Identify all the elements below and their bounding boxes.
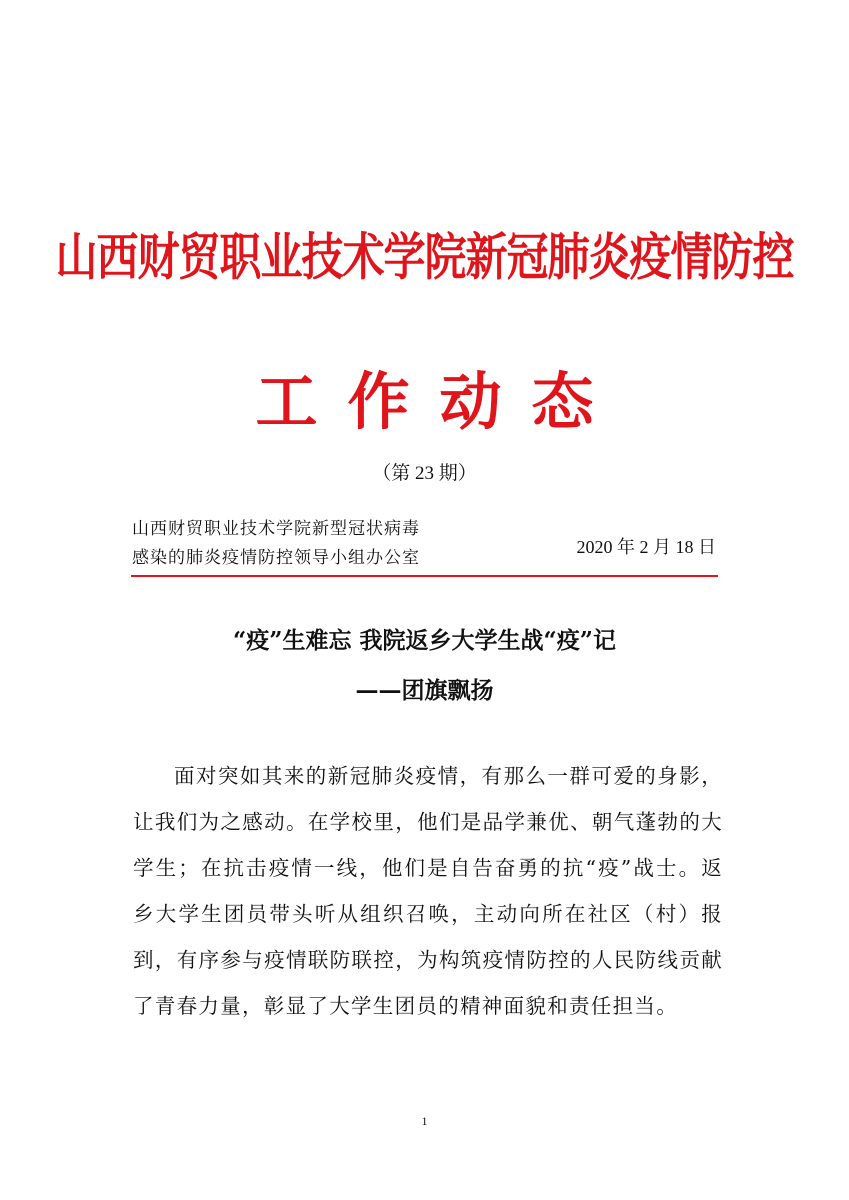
issuer-line-1: 山西财贸职业技术学院新型冠状病毒 bbox=[132, 519, 420, 539]
article-paragraph: 面对突如其来的新冠肺炎疫情，有那么一群可爱的身影，让我们为之感动。在学校里，他们是品学兼优、朝气蓬勃的大学生；在抗击疫情一线，他们是自告奋勇的抗“疫”战士。返乡大学生团员带头听从组织召唤，主动向所在社区（村）报到，有序参与疫情联防联控，为构筑疫情防控的人民防线贡献了青春力量，彰显了大学生团员的精神面貌和责任担当。 bbox=[133, 764, 723, 1018]
masthead-title: 山西财贸职业技术学院新冠肺炎疫情防控 bbox=[55, 227, 794, 287]
issuer-line-2: 感染的肺炎疫情防控领导小组办公室 bbox=[132, 548, 420, 568]
article-title: “疫”生难忘 我院返乡大学生战“疫”记 bbox=[233, 627, 616, 654]
issue-date: 2020 年 2 月 18 日 bbox=[576, 537, 716, 557]
header-divider bbox=[131, 575, 718, 577]
issue-number: （第 23 期） bbox=[372, 463, 477, 484]
page-number: 1 bbox=[421, 1114, 428, 1128]
masthead-subtitle: 工作动态 bbox=[255, 365, 624, 438]
issuer-block bbox=[132, 515, 420, 573]
article-subtitle: ——团旗飘扬 bbox=[355, 677, 494, 704]
